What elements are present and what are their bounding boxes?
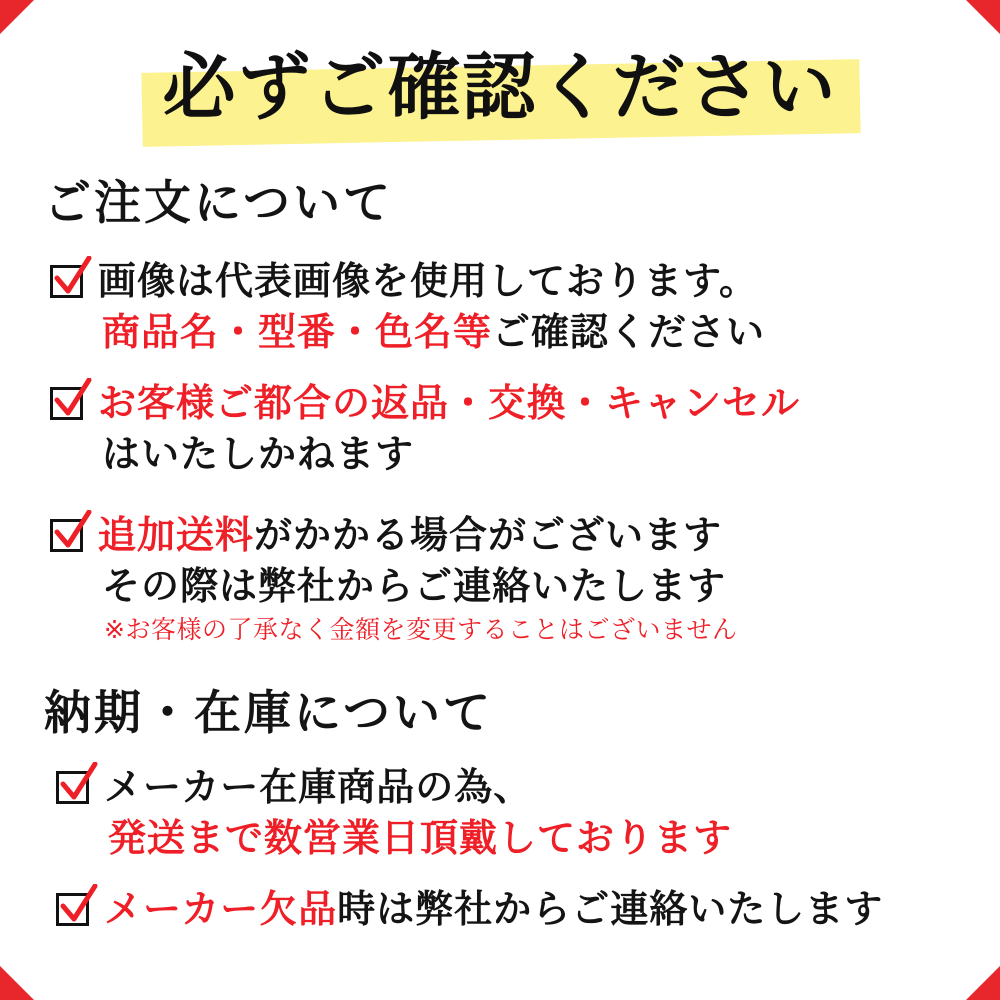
checkbox-checked-icon: [54, 768, 94, 808]
item-line-text: 画像は代表画像を使用しております。: [98, 259, 758, 303]
item-line-text: はいたしかねます: [102, 432, 415, 476]
check-mark-icon: [58, 884, 98, 928]
checkbox-checked-icon: [48, 516, 88, 556]
item-line-text: その際は弊社からご連絡いたします: [102, 564, 727, 608]
item-line-text: メーカー在庫商品の為、: [104, 765, 533, 809]
corner-decoration-bottom-right: [966, 966, 1000, 1000]
corner-decoration-top-right: [966, 0, 1000, 34]
item-line-text: 時は弊社からご連絡いたします: [337, 887, 884, 931]
headline-banner: [0, 36, 1000, 138]
section-heading-order: ご注文について: [44, 176, 394, 231]
check-mark-icon: [52, 378, 92, 422]
checkbox-checked-icon: [48, 262, 88, 302]
check-mark-icon: [52, 256, 92, 300]
page-title: 必ずご確認ください: [162, 45, 838, 130]
check-mark-icon: [52, 510, 92, 554]
notice-item-maker-out-of-stock: [54, 884, 883, 935]
checkbox-checked-icon: [48, 384, 88, 424]
notice-item-additional-shipping-fee: [48, 510, 1000, 648]
checkbox-checked-icon: [54, 890, 94, 930]
item-line-text-emphasis: お客様ご都合の返品・交換・キャンセル: [98, 381, 801, 425]
notice-item-representative-image: [48, 256, 1000, 358]
corner-decoration-top-left: [0, 0, 34, 34]
item-line-text: がかかる場合がございます: [254, 513, 723, 557]
item-line-text-emphasis: 追加送料: [98, 513, 255, 557]
item-line-text-emphasis: 発送まで数営業日頂戴しております: [108, 816, 733, 860]
item-line-text: ご確認ください: [492, 310, 766, 354]
notice-item-maker-stock-lead-time: [54, 762, 1000, 864]
corner-decoration-bottom-left: [0, 966, 34, 1000]
check-mark-icon: [58, 762, 98, 806]
section-heading-delivery-stock: 納期・在庫について: [44, 686, 494, 741]
item-line-text-emphasis: 商品名・型番・色名等: [102, 310, 493, 354]
notice-item-no-returns: [48, 378, 1000, 480]
item-line-text-emphasis: メーカー欠品: [104, 887, 338, 931]
item-footnote: ※お客様の了承なく金額を変更することはございません: [104, 615, 738, 644]
